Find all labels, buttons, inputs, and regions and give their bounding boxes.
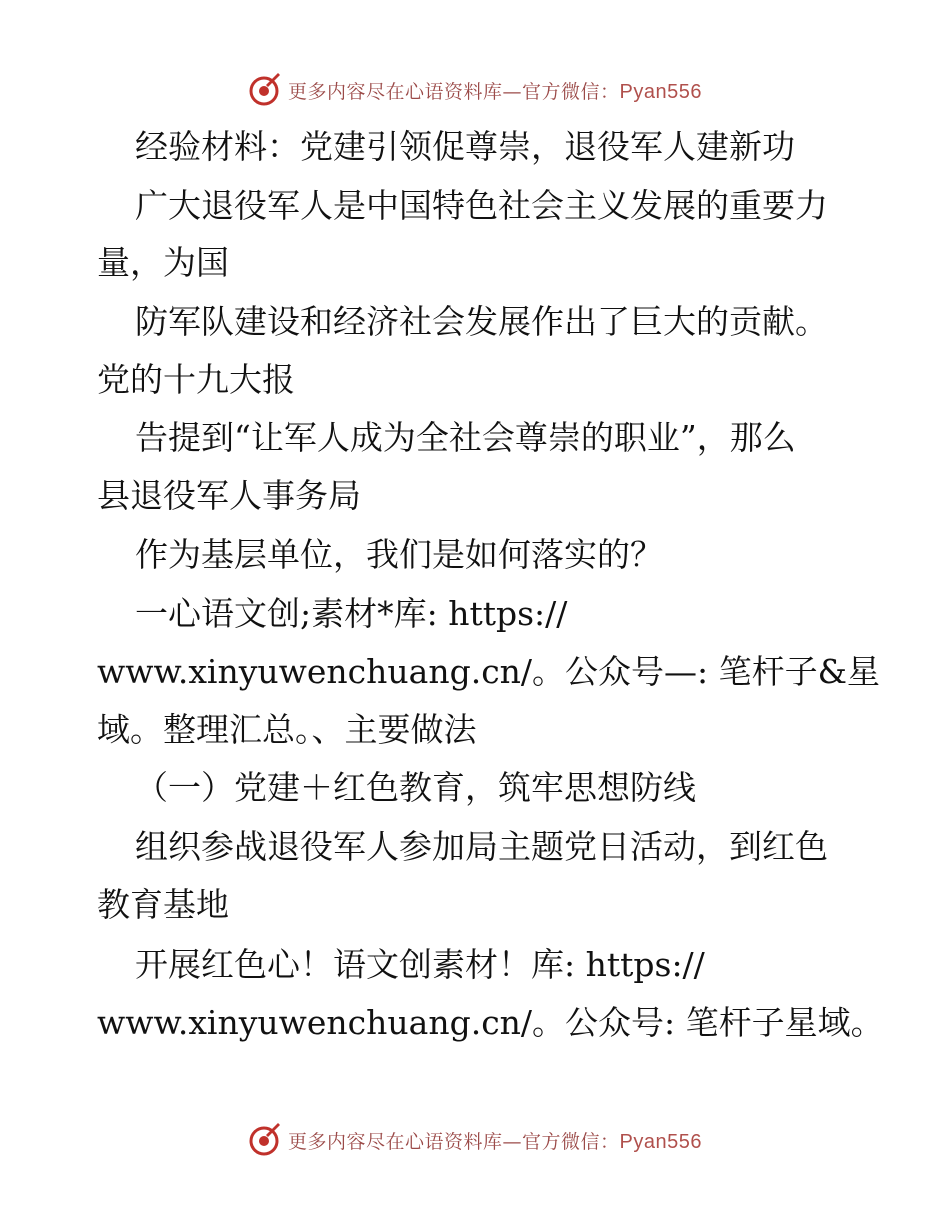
wechat-id: Pyan556 bbox=[619, 80, 702, 103]
section-heading: （一）党建＋红色教育，筑牢思想防线 bbox=[135, 768, 696, 807]
pen-logo-icon bbox=[248, 1123, 282, 1157]
header-banner bbox=[0, 70, 950, 110]
paragraph-line: 一心语文创;素材*库: https:// bbox=[135, 594, 568, 633]
paragraph-line: 量，为国 bbox=[97, 243, 229, 282]
paragraph-line: 开展红色心！语文创素材！库: https:// bbox=[135, 945, 705, 984]
banner-text: 更多内容尽在心语资料库—官方微信：Pyan556 bbox=[288, 1130, 702, 1153]
paragraph-line: www.xinyuwenchuang.cn/。公众号: 笔杆子星域。 bbox=[97, 1003, 884, 1042]
paragraph-line: www.xinyuwenchuang.cn/。公众号—: 笔杆子&星 bbox=[97, 652, 881, 691]
paragraph-line: 防军队建设和经济社会发展作出了巨大的贡献。 bbox=[135, 302, 828, 341]
paragraph-line: 作为基层单位，我们是如何落实的？ bbox=[135, 535, 663, 574]
wechat-id: Pyan556 bbox=[619, 1130, 702, 1153]
paragraph-line: 告提到“让军人成为全社会尊崇的职业”，那么 bbox=[135, 418, 796, 457]
paragraph-line: 教育基地 bbox=[97, 885, 229, 924]
footer-banner bbox=[0, 1120, 950, 1160]
paragraph-line: 域。整理汇总。、主要做法 bbox=[97, 710, 477, 749]
paragraph-line: 县退役军人事务局 bbox=[97, 476, 361, 515]
paragraph-line: 组织参战退役军人参加局主题党日活动，到红色 bbox=[135, 827, 828, 866]
paragraph-line: 广大退役军人是中国特色社会主义发展的重要力 bbox=[135, 186, 828, 225]
paragraph-line: 党的十九大报 bbox=[97, 360, 295, 399]
document-title: 经验材料：党建引领促尊崇，退役军人建新功 bbox=[135, 127, 795, 166]
pen-logo-icon bbox=[248, 73, 282, 107]
banner-text: 更多内容尽在心语资料库—官方微信：Pyan556 bbox=[288, 80, 702, 103]
